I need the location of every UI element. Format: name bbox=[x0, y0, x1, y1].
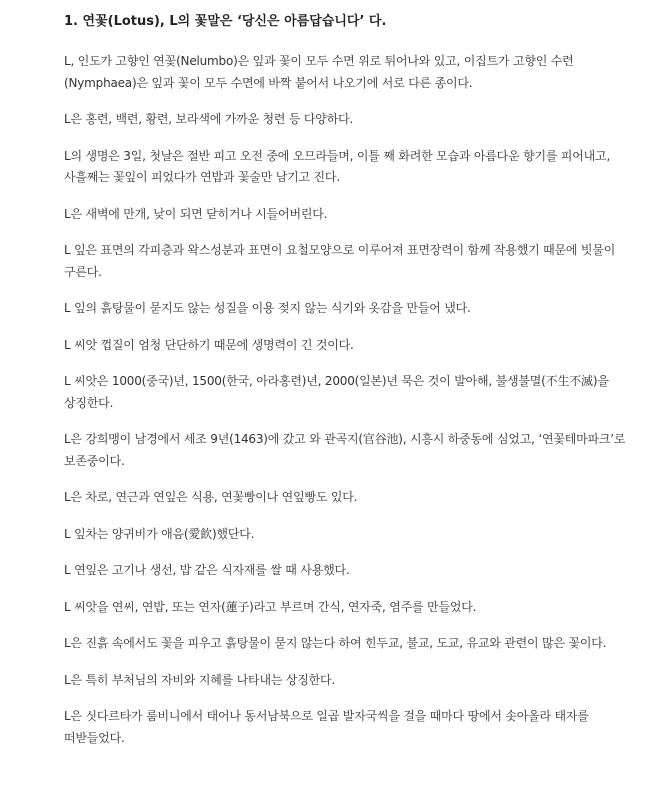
document-title: 1. 연꽃(Lotus), L의 꽃말은 ‘당신은 아름답습니다’ 다. bbox=[64, 14, 387, 29]
paragraph: L은 홍련, 백련, 황련, 보라색에 가까운 청련 등 다양하다. bbox=[64, 112, 354, 126]
paragraph: L 씨앗을 연씨, 연밥, 또는 연자(蓮子)라고 부르며 간식, 연자죽, 염주를 만들었다. bbox=[64, 599, 477, 614]
paragraph: L 잎은 표면의 각피층과 왁스성분과 표면이 요철모양으로 이루어져 표면장력이 함께 작용했기 때문에 빗물이 구른다. bbox=[64, 243, 616, 279]
paragraph: L 씨앗 껍질이 엄청 단단하기 때문에 생명력이 긴 것이다. bbox=[64, 337, 354, 352]
paragraph: L 연잎은 고기나 생선, 밥 같은 식자재를 쌀 때 사용했다. bbox=[64, 563, 350, 577]
paragraph: L 잎차는 양귀비가 애음(愛飮)했단다. bbox=[64, 526, 255, 541]
paragraph: L, 인도가 고향인 연꽃(Nelumbo)은 잎과 꽃이 모두 수면 위로 튀어나와 있고, 이집트가 고향인 수련(Nymphaea)은 잎과 꽃이 모두 수면에 바짝 붙어서 나오기에 서로 다른 종이다. bbox=[64, 54, 574, 90]
paragraph: L은 진흙 속에서도 꽃을 피우고 흙탕물이 묻지 않는다 하여 힌두교, 불교, 도교, 유교와 관련이 많은 꽃이다. bbox=[64, 636, 607, 650]
paragraph: L의 생명은 3일, 첫날은 절반 피고 오전 중에 오므라들며, 이틀 째 화려한 모습과 아름다운 향기를 피어내고, 사흘째는 꽃잎이 피었다가 연밥과 꽃술만 남기고 진다. bbox=[64, 148, 611, 184]
paragraph: L은 새벽에 만개, 낮이 되면 닫히거나 시들어버린다. bbox=[64, 206, 328, 221]
paragraph: L은 차로, 연근과 연잎은 식용, 연꽃빵이나 연잎빵도 있다. bbox=[64, 490, 358, 504]
paragraph: L은 특히 부처님의 자비와 지혜를 나타내는 상징한다. bbox=[64, 672, 336, 687]
paragraph: L은 강희맹이 남경에서 세조 9년(1463)에 갔고 와 관곡지(官谷池), 시흥시 하중동에 심었고, ‘연꽃테마파크’로 보존중이다. bbox=[64, 432, 626, 468]
paragraph: L 잎의 흙탕물이 묻지도 않는 성질을 이용 젖지 않는 식기와 옷감을 만들어 냈다. bbox=[64, 301, 471, 315]
paragraph: L 씨앗은 1000(중국)년, 1500(한국, 아라홍련)년, 2000(일본)년 묵은 것이 발아해, 불생불멸(不生不滅)을 상징한다. bbox=[64, 374, 609, 410]
paragraph: L은 싯다르타가 룸비니에서 태어나 동서남북으로 일곱 발자국씩을 걸을 때마다 땅에서 솟아올라 태자를 떠받들었다. bbox=[64, 709, 589, 745]
